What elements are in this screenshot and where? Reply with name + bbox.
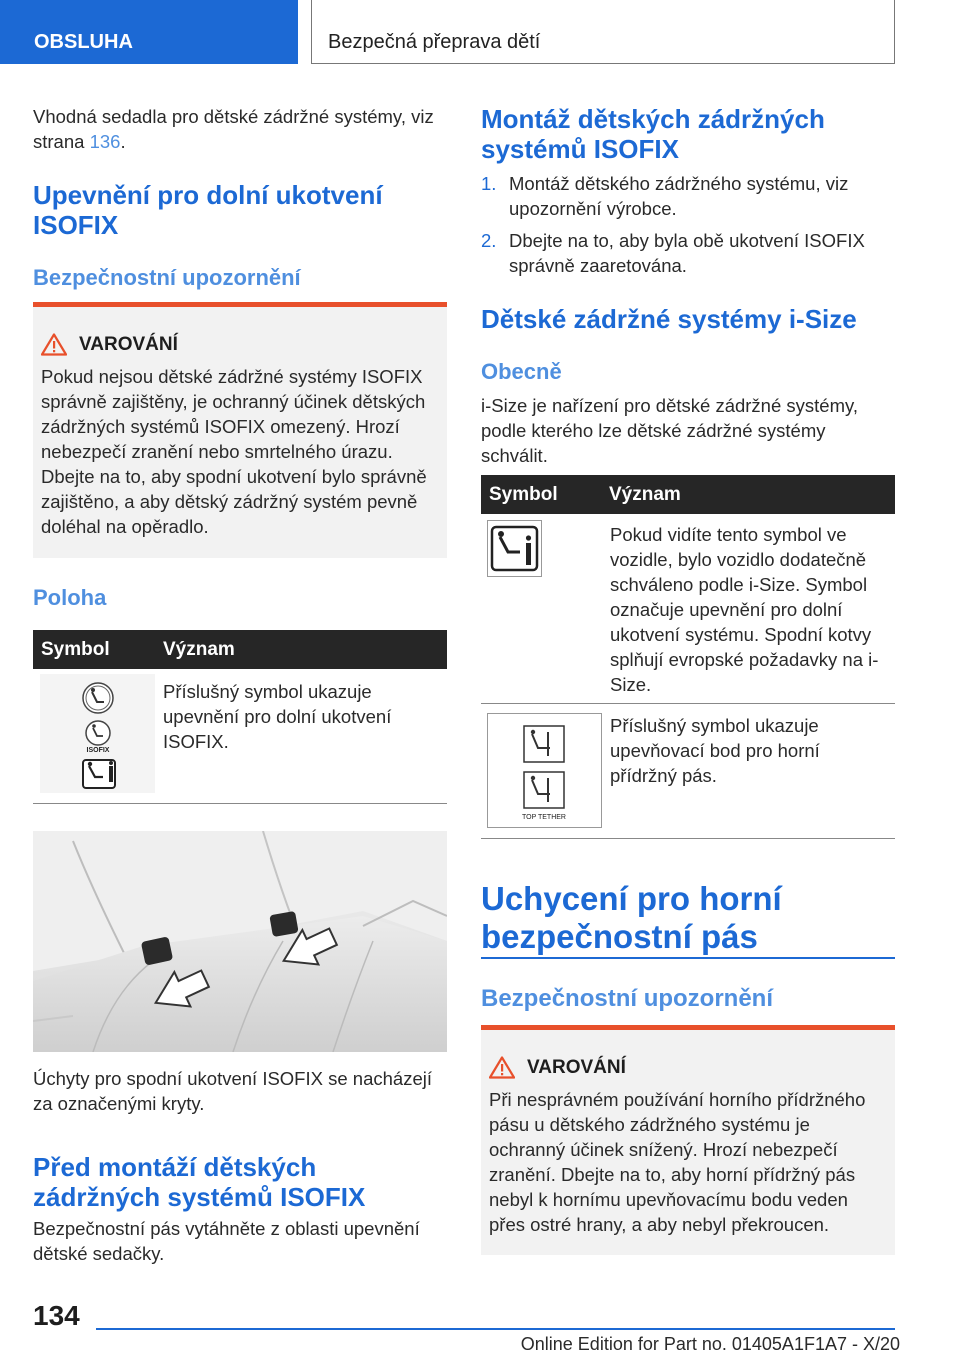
top-tether-symbols-cell bbox=[487, 713, 602, 828]
footer-edition: Online Edition for Part no. 01405A1F1A7 - X/20 bbox=[520, 1334, 900, 1354]
page-number: 134 bbox=[33, 1300, 80, 1331]
step-number: 1. bbox=[481, 173, 497, 194]
warning-title bbox=[41, 333, 435, 356]
seat-illustration bbox=[33, 831, 447, 1052]
isofix-symbols-cell bbox=[40, 674, 155, 793]
position-heading: Poloha bbox=[33, 585, 107, 610]
col-symbol: Symbol bbox=[489, 484, 558, 505]
table-divider bbox=[481, 838, 895, 839]
warning-triangle-icon bbox=[41, 333, 67, 356]
step-item bbox=[481, 171, 895, 221]
col-meaning: Význam bbox=[609, 484, 681, 505]
mount-steps bbox=[481, 171, 895, 278]
general-heading: Obecně bbox=[481, 359, 562, 384]
warning-title-text: VAROVÁNÍ bbox=[527, 1056, 626, 1078]
isofix-heading: Upevnění pro dolní ukotvení ISOFIX bbox=[33, 180, 383, 240]
table-divider bbox=[481, 703, 895, 704]
svg-text:TOP TETHER: TOP TETHER bbox=[522, 814, 566, 821]
chapter-title bbox=[311, 0, 895, 64]
isize-symbol-cell bbox=[487, 520, 542, 577]
isize-heading: Dětské zádržné systémy i-Size bbox=[481, 304, 857, 334]
section-label: OBSLUHA bbox=[34, 31, 133, 53]
isize-row1-text: Pokud vidíte tento symbol ve vozidle, bylo vozidlo dodatečně schváleno podle i-Size. Symbol označuje upevnění pro dolní ukotvení systému. Spodní kotvy splňují evropské požadavky na i-Size. bbox=[610, 524, 879, 695]
warning-text: Pokud nejsou dětské zádržné systémy ISOFIX správně zajištěny, je ochranný účinek dětských zádržných systémů ISOFIX omezený. Hrozí nebezpečí zranění nebo smrtelného úrazu. Dbejte na to, aby spodní ukotvení bylo správně zajištěno, a aby dětský zádržný systém pevně doléhal na opěradlo. bbox=[41, 366, 427, 537]
step-text: Montáž dětského zádržného systému, viz upozornění výrobce. bbox=[509, 173, 849, 219]
position-table-header bbox=[33, 630, 447, 669]
warning-box-2 bbox=[481, 1025, 895, 1255]
isize-icon bbox=[488, 521, 541, 576]
footer-rule bbox=[96, 1328, 895, 1330]
col-meaning: Význam bbox=[163, 639, 235, 660]
top-tether-heading: Uchycení pro horní bezpečnostní pás bbox=[481, 880, 782, 955]
isofix-symbols-icon bbox=[40, 674, 155, 793]
svg-text:ISOFIX: ISOFIX bbox=[86, 747, 110, 754]
chapter-label: Bezpečná přeprava dětí bbox=[328, 31, 541, 53]
step-item bbox=[481, 228, 895, 278]
isize-row2-text: Příslušný symbol ukazuje upevňovací bod pro horní přídržný pás. bbox=[610, 715, 820, 786]
top-tether-icon bbox=[488, 714, 601, 827]
photo-caption: Úchyty pro spodní ukotvení ISOFIX se nacházejí za označenými kryty. bbox=[33, 1068, 432, 1114]
general-text: i-Size je nařízení pro dětské zádržné systémy, podle kterého lze dětské zádržné systémy schválit. bbox=[481, 395, 859, 466]
intro-paragraph bbox=[33, 104, 448, 154]
warning-box bbox=[33, 302, 447, 558]
step-number: 2. bbox=[481, 230, 497, 251]
safety-heading: Bezpečnostní upozornění bbox=[33, 265, 301, 290]
warning-title bbox=[489, 1056, 883, 1079]
before-mount-heading: Před montáží dětských zádržných systémů ISOFIX bbox=[33, 1152, 366, 1212]
table-divider bbox=[33, 803, 447, 804]
mount-heading: Montáž dětských zádržných systémů ISOFIX bbox=[481, 104, 825, 164]
section-tab bbox=[0, 0, 298, 64]
safety-heading-2: Bezpečnostní upozornění bbox=[481, 985, 774, 1012]
page-link[interactable]: 136 bbox=[89, 131, 121, 152]
warning-title-text: VAROVÁNÍ bbox=[79, 333, 178, 355]
warning-text: Při nesprávném používání horního přídržného pásu u dětského zádržného systému je ochranný účinek snížený. Hrozí nebezpečí zranění. Dbejte na to, aby horní přídržný pás nebyl k hornímu upevňovacímu bodu veden přes ostré hrany, a aby nebyl překroucen. bbox=[489, 1089, 866, 1235]
col-symbol: Symbol bbox=[41, 639, 110, 660]
intro-text: Vhodná sedadla pro dětské zádržné systémy, viz strana bbox=[33, 106, 434, 152]
isize-table-header bbox=[481, 475, 895, 514]
position-table-text: Příslušný symbol ukazuje upevnění pro dolní ukotvení ISOFIX. bbox=[163, 681, 392, 752]
step-text: Dbejte na to, aby byla obě ukotvení ISOFIX správně zaaretována. bbox=[509, 230, 865, 276]
intro-end: . bbox=[120, 131, 126, 152]
before-mount-text: Bezpečnostní pás vytáhněte z oblasti upevnění dětské sedačky. bbox=[33, 1218, 420, 1264]
isofix-seat-photo bbox=[33, 831, 447, 1052]
warning-triangle-icon bbox=[489, 1056, 515, 1079]
heading-rule bbox=[481, 957, 895, 959]
